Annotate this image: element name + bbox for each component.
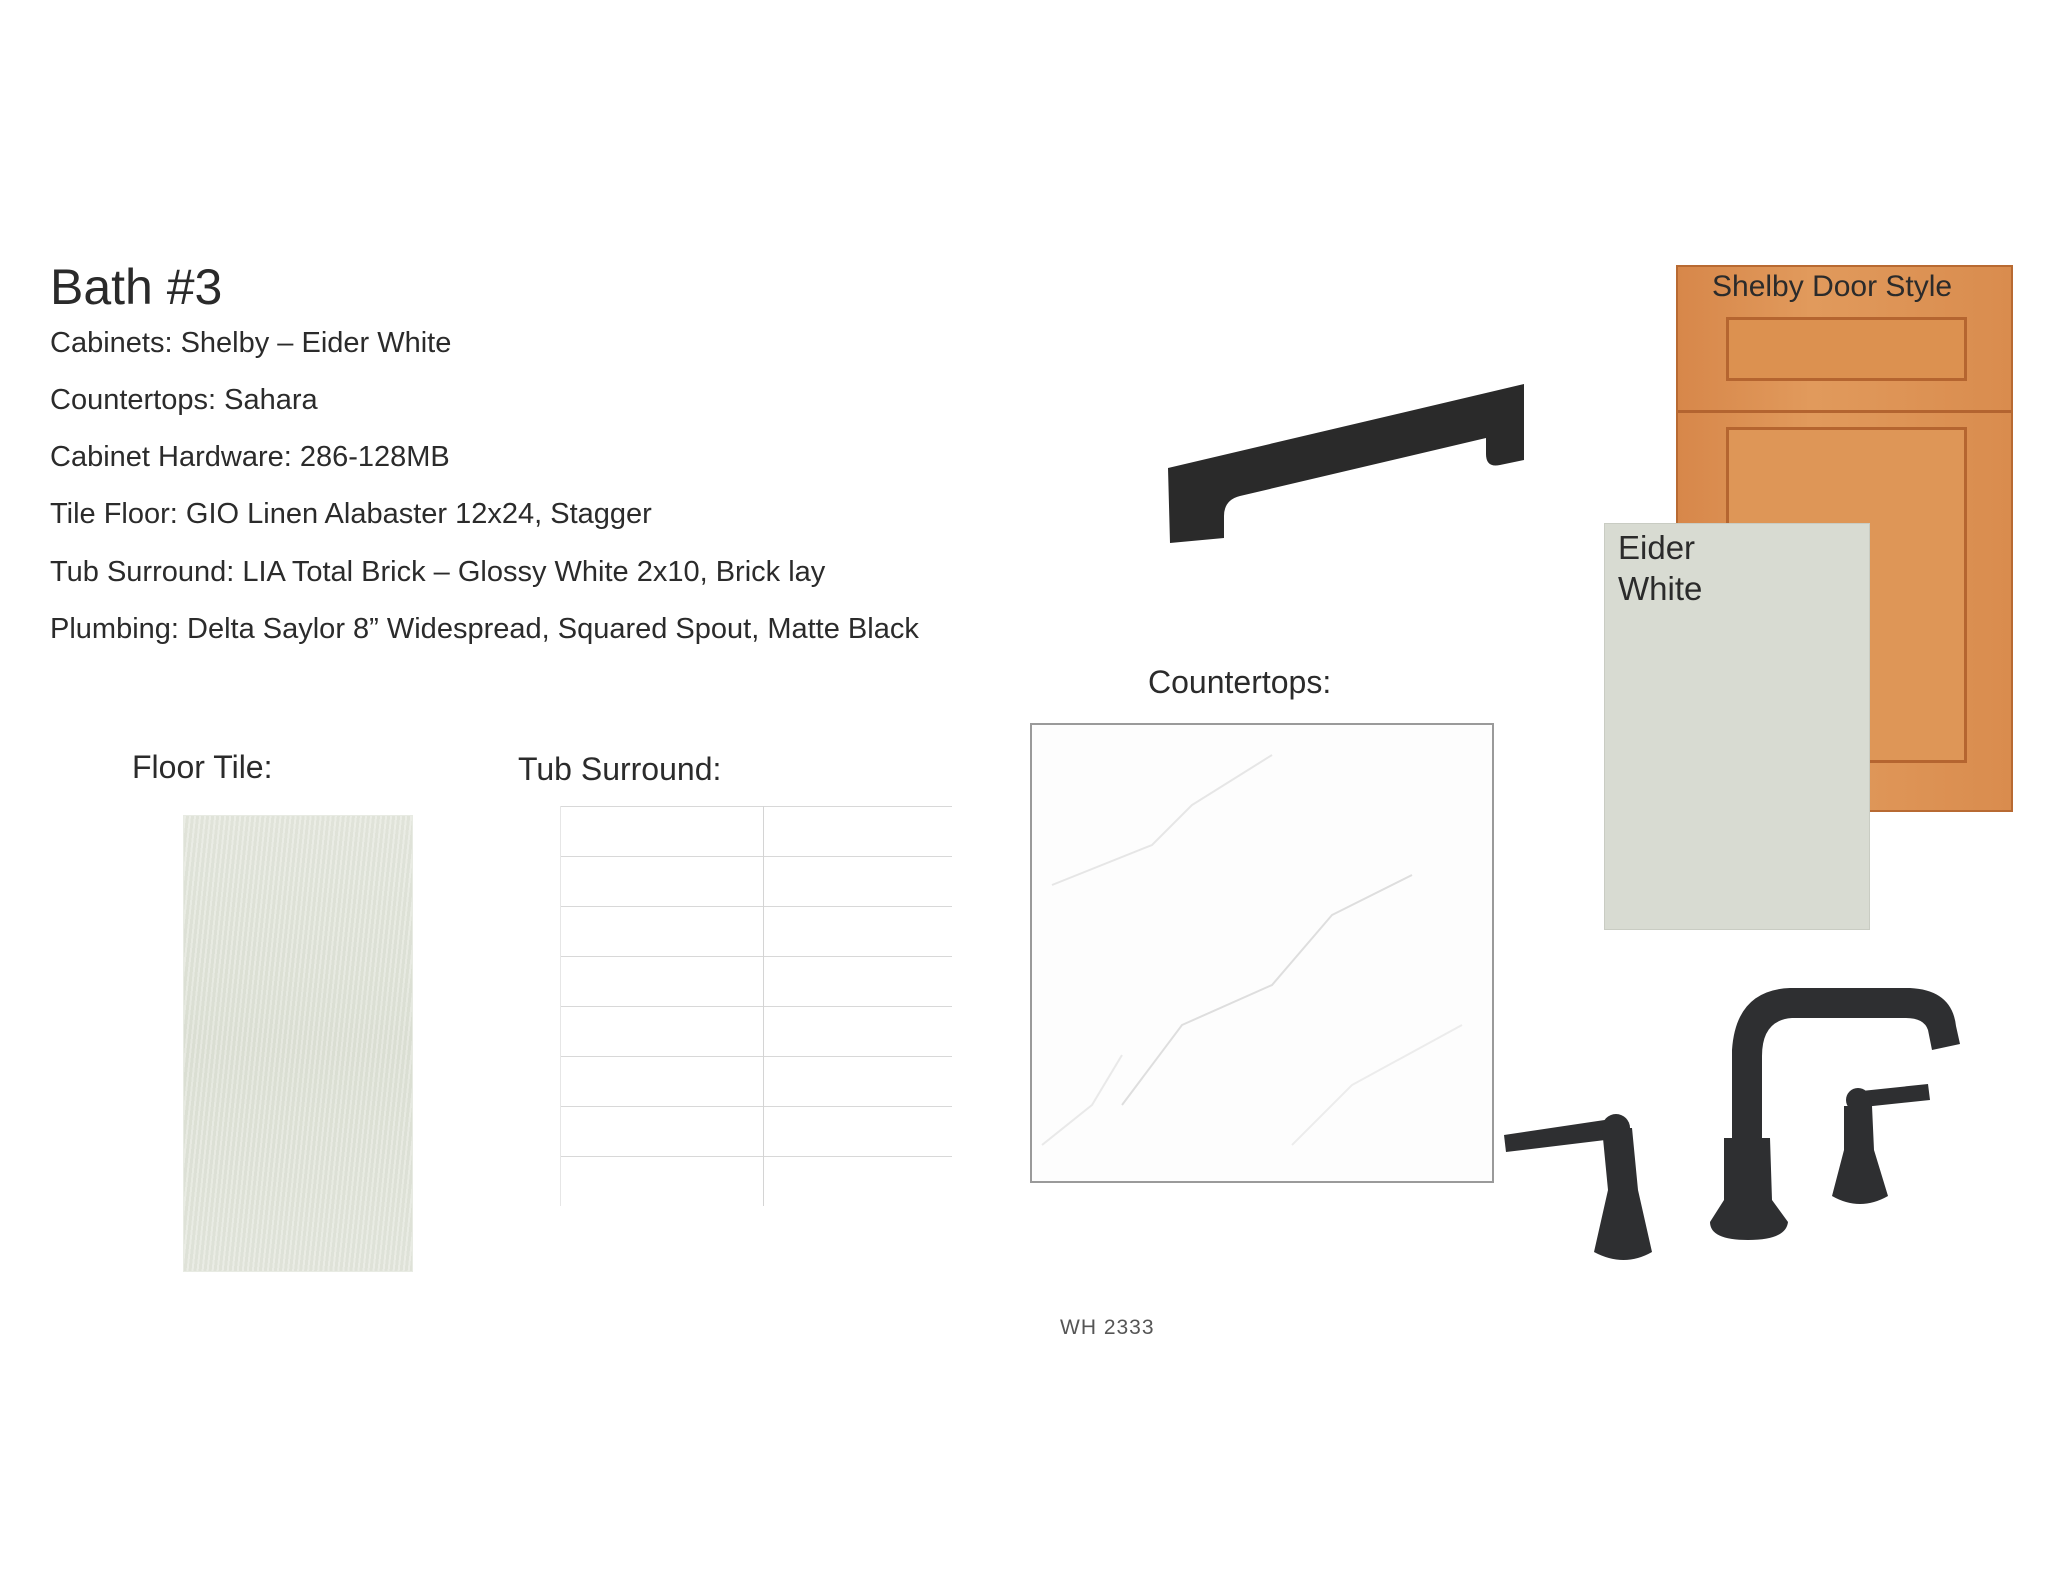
tub-surround-sample: [560, 806, 952, 1206]
floor-tile-sample: [183, 815, 413, 1272]
door-top-panel: [1726, 317, 1967, 381]
spec-tile-floor: Tile Floor: GIO Linen Alabaster 12x24, Stagger: [50, 498, 652, 530]
spec-cabinets: Cabinets: Shelby – Eider White: [50, 327, 452, 359]
floor-tile-label: Floor Tile:: [132, 749, 273, 785]
spec-plumbing: Plumbing: Delta Saylor 8” Widespread, Squared Spout, Matte Black: [50, 613, 919, 645]
footer-code: WH 2333: [1060, 1316, 1155, 1339]
door-style-label: Shelby Door Style: [1712, 270, 1953, 303]
spec-cabinet-hardware: Cabinet Hardware: 286-128MB: [50, 441, 450, 473]
marble-veins: [1032, 725, 1492, 1181]
swatch-label: [1618, 527, 1702, 609]
countertops-label: Countertops:: [1148, 664, 1332, 700]
countertop-sample: [1030, 723, 1494, 1183]
spec-countertops: Countertops: Sahara: [50, 384, 318, 416]
brick-grid: [560, 806, 952, 1206]
faucet-icon: [1500, 960, 1970, 1280]
swatch-label-line1: Eider: [1618, 529, 1696, 566]
spec-tub-surround: Tub Surround: LIA Total Brick – Glossy White 2x10, Brick lay: [50, 556, 826, 588]
page-title: Bath #3: [50, 259, 223, 315]
swatch-label-line2: White: [1618, 570, 1703, 607]
tub-surround-label: Tub Surround:: [518, 751, 722, 787]
door-divider: [1678, 410, 2011, 413]
cabinet-pull-icon: [1160, 378, 1540, 548]
